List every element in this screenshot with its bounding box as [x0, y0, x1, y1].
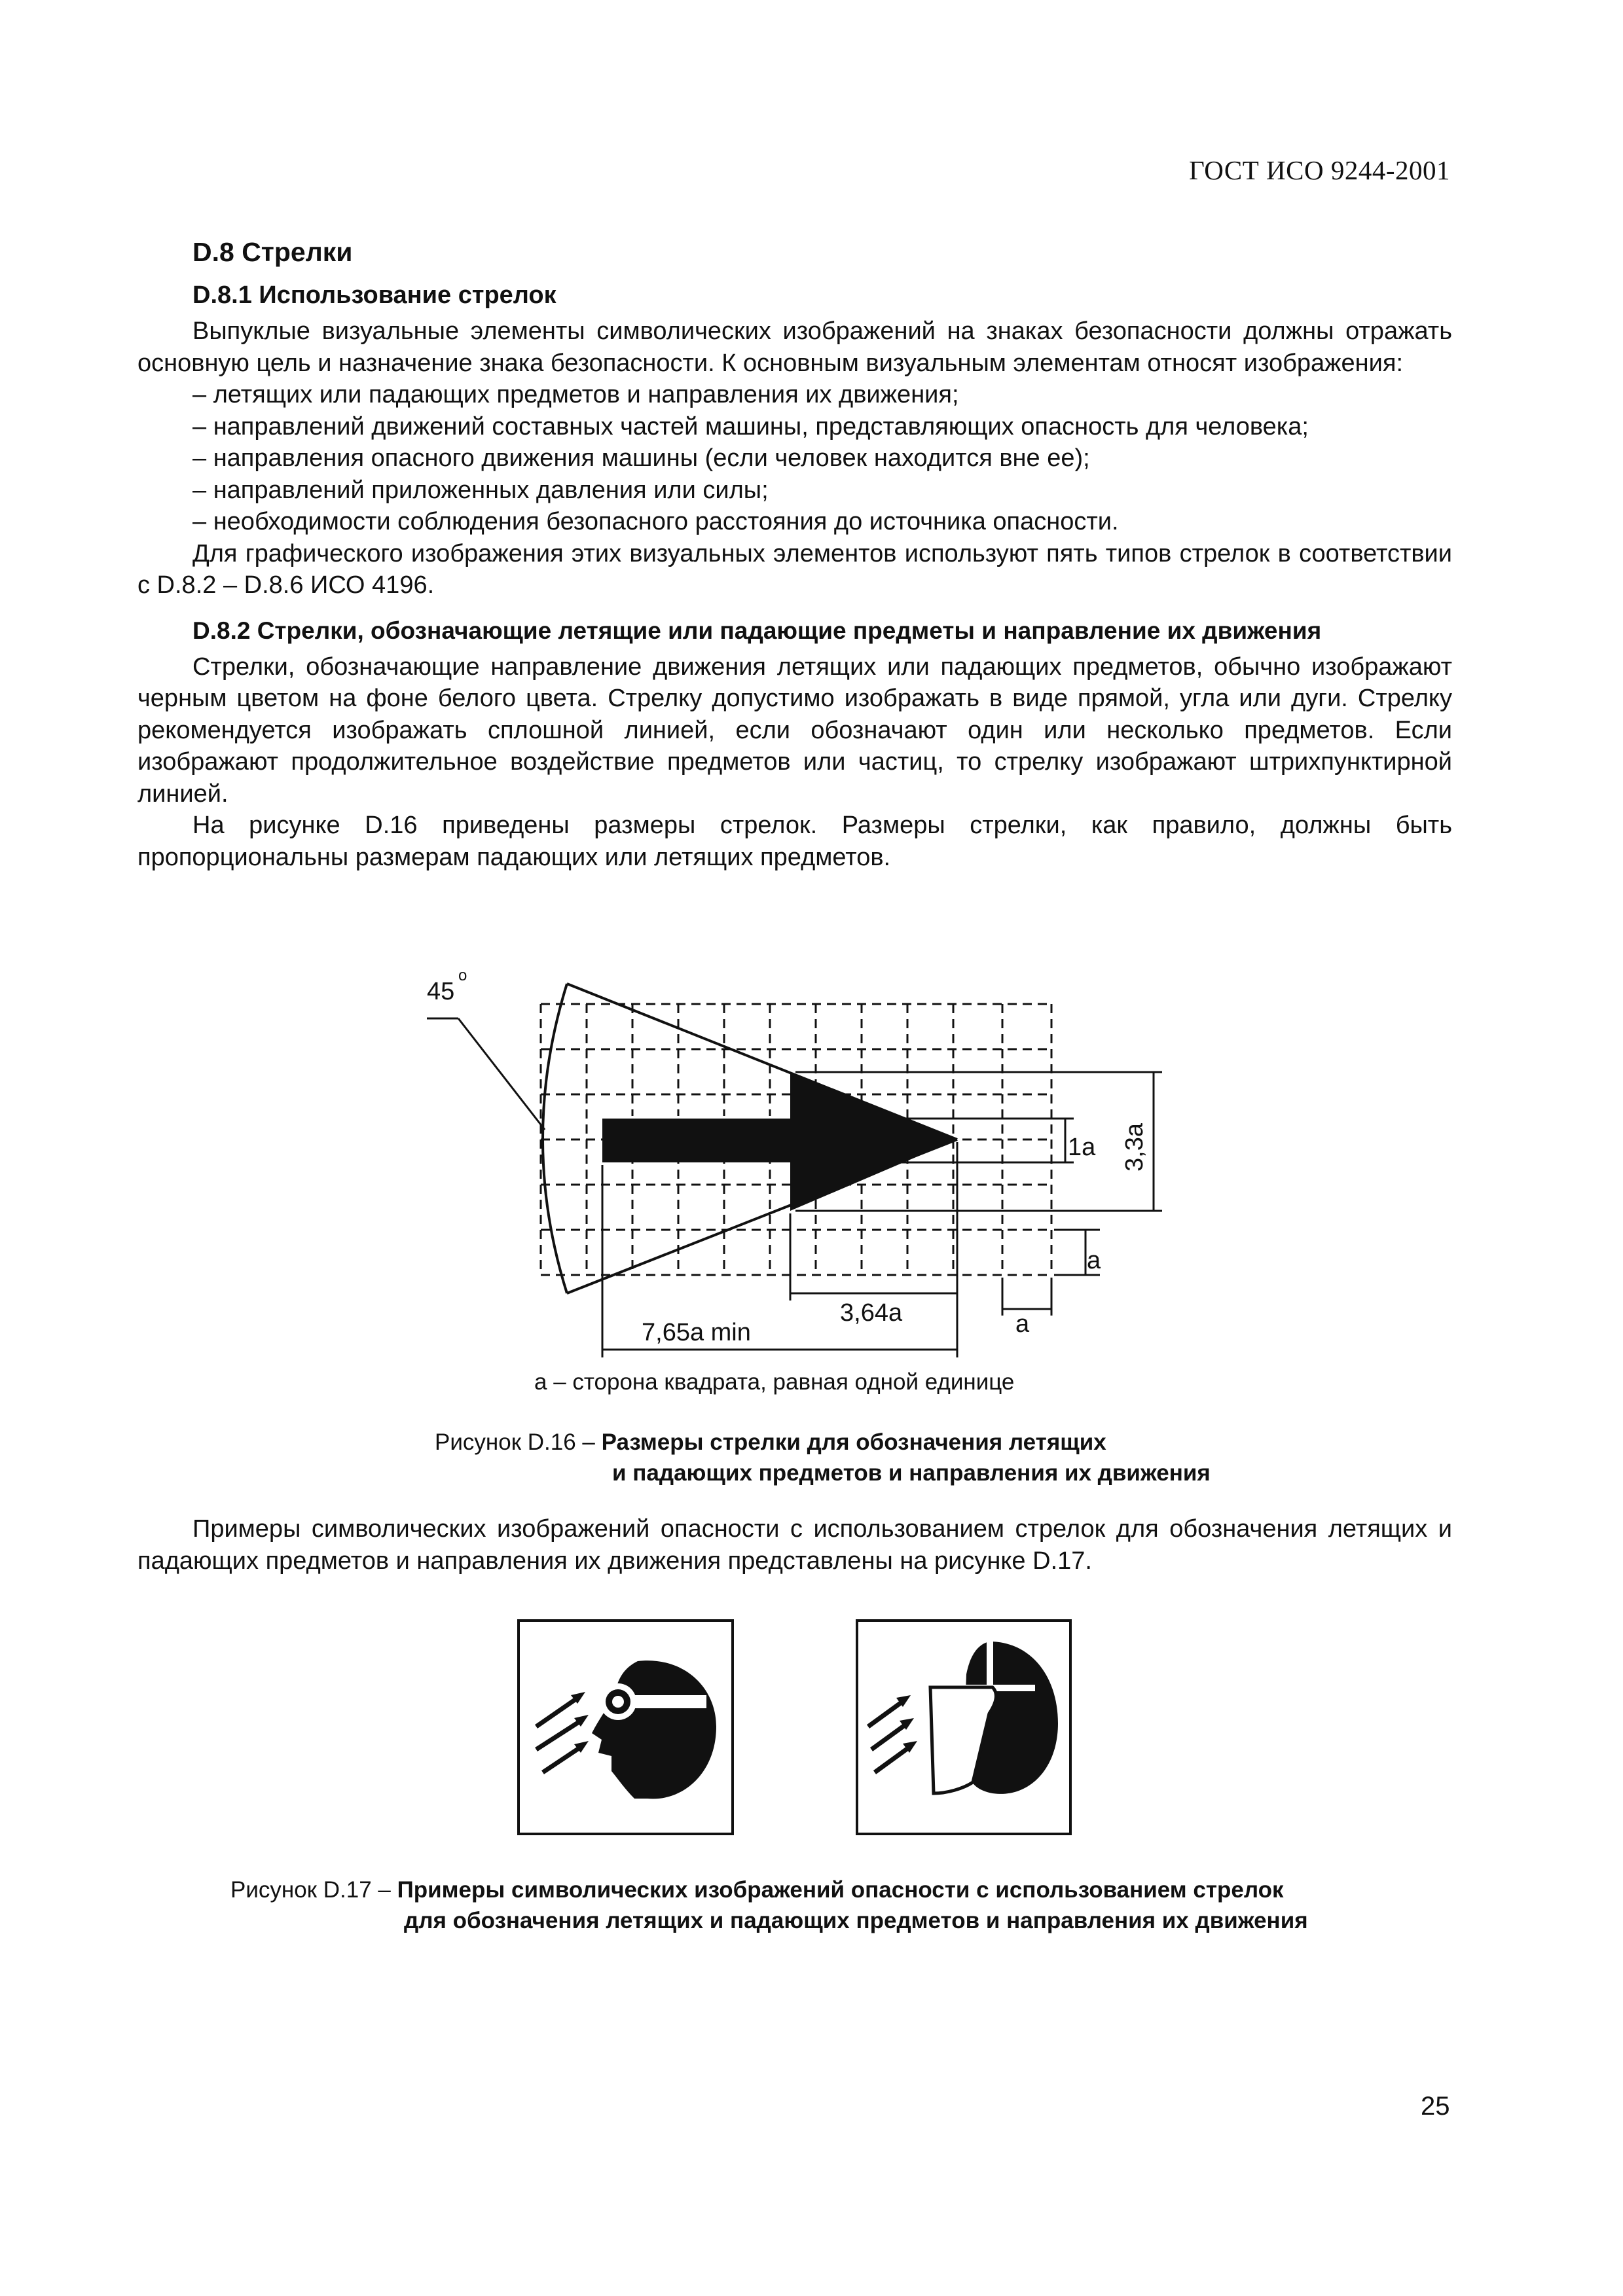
caption-line2: для обозначения летящих и падающих предметов и направления их движения	[404, 1908, 1308, 1933]
list-item: – летящих или падающих предметов и направления их движения;	[192, 381, 959, 408]
document-code-header: ГОСТ ИСО 9244-2001	[1189, 155, 1450, 185]
caption-line1: Примеры символических изображений опасности с использованием стрелок	[397, 1877, 1284, 1903]
a-right-label: a	[1087, 1247, 1101, 1274]
one-a-label: 1a	[1068, 1134, 1096, 1161]
caption-line1: Размеры стрелки для обозначения летящих	[601, 1429, 1106, 1455]
face-shield-hazard-sign	[856, 1619, 1072, 1835]
a-bottom-label: a	[1015, 1310, 1030, 1338]
subsection-title-d81: D.8.1 Использование стрелок	[192, 281, 556, 309]
height-label: 3,3a	[1121, 1123, 1148, 1172]
figure16-legend: a – сторона квадрата, равная одной единице	[534, 1369, 1015, 1395]
angle-label: 45	[427, 978, 455, 1005]
list-item: – направлений движений составных частей машины, представляющих опасность для человека;	[192, 412, 1309, 440]
degree-mark: о	[458, 967, 467, 984]
list-item: – необходимости соблюдения безопасного расстояния до источника опасности.	[192, 508, 1119, 535]
paragraph-arrows-2: На рисунке D.16 приведены размеры стрелок. Размеры стрелки, как правило, должны быть пропорциональны размерам падающих или летящих предметов.	[137, 812, 1452, 871]
face-shield-head-icon	[858, 1622, 1069, 1833]
figure17-caption	[230, 1874, 1308, 1936]
list-item: – направления опасного движения машины (если человек находится вне ее);	[192, 444, 1090, 472]
section-title: D.8 Стрелки	[192, 237, 353, 267]
paragraph-outro: Для графического изображения этих визуальных элементов используют пять типов стрелок в соответствии с D.8.2 – D.8.6 ИСО 4196.	[137, 539, 1452, 599]
paragraph-intro: Выпуклые визуальные элементы символических изображений на знаках безопасности должны отражать основную цель и назначение знака безопасности. К основным визуальным элементам относят изображения:	[137, 317, 1452, 377]
caption-prefix: Рисунок D.17 –	[230, 1877, 397, 1903]
list-item: – направлений приложенных давления или силы;	[192, 476, 769, 504]
angle-leader	[458, 1018, 545, 1130]
paragraph-arrows-1: Стрелки, обозначающие направление движения летящих или падающих предметов, обычно изображают черным цветом на фоне белого цвета. Стрелку допустимо изображать в виде прямой, угла или дуги. Стрелку рекомендуется изображать сплошной линией, если обозначают один или несколько предметов. Если изображают продолжительное воздействие предметов или частиц, то стрелку изображают штрихпунктирной линией.	[137, 653, 1452, 808]
page-number: 25	[1421, 2092, 1450, 2121]
goggles-hazard-sign	[517, 1619, 734, 1835]
sample-arrow	[602, 1072, 957, 1211]
figure16-caption	[435, 1427, 1211, 1488]
caption-prefix: Рисунок D.16 –	[435, 1429, 602, 1455]
subsection-title-d82: D.8.2 Стрелки, обозначающие летящие или падающие предметы и направление их движения	[192, 617, 1322, 644]
paragraph-examples: Примеры символических изображений опасности с использованием стрелок для обозначения летящих и падающих предметов и направления их движения представлены на рисунке D.17.	[137, 1515, 1452, 1575]
goggles-head-icon	[520, 1622, 731, 1833]
head-length-label: 3,64a	[840, 1299, 903, 1327]
total-length-label: 7,65a min	[642, 1319, 751, 1346]
caption-line2: и падающих предметов и направления их движения	[612, 1460, 1211, 1486]
